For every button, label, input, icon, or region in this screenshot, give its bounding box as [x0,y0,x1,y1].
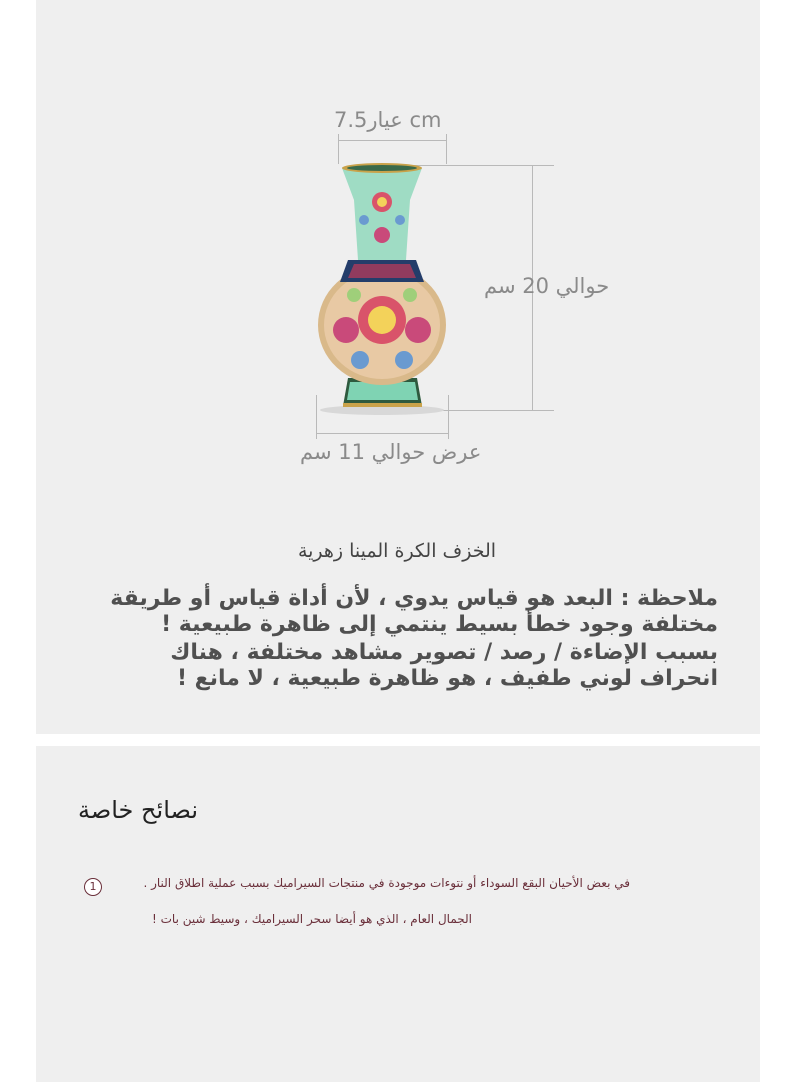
caliber-dimension-label: 7.5عيار cm [334,108,442,132]
height-dimension-label: حوالي 20 سم [484,274,610,298]
product-title: الخزف الكرة المينا زهرية [297,540,497,562]
color-deviation-note: بسبب الإضاءة / رصد / تصوير مشاهد مختلفة ، هناك انحراف لوني طفيف ، هو ظاهرة طبيعية ، لا مانع ! [170,640,718,691]
vase-image [310,160,455,415]
circled-number-icon: 1 [84,878,102,896]
tip-line-1: في بعض الأحيان البقع السوداء أو نتوءات موجودة في منتجات السيراميك بسبب عملية اطلاق النار . [143,876,630,890]
width-dimension-label: عرض حوالي 11 سم [300,440,482,464]
width-line [316,433,448,434]
caliber-line [338,140,446,141]
special-tips-heading: نصائح خاصة [78,796,198,824]
measurement-note: ملاحظة : البعد هو قياس يدوي ، لأن أداة قياس أو طريقة مختلفة وجود خطأ بسيط ينتمي إلى ظاهرة طبيعية ! [110,586,718,637]
tip-line-2: الجمال العام ، الذي هو أيضا سحر السيراميك ، وسيط شين بات ! [151,912,472,926]
